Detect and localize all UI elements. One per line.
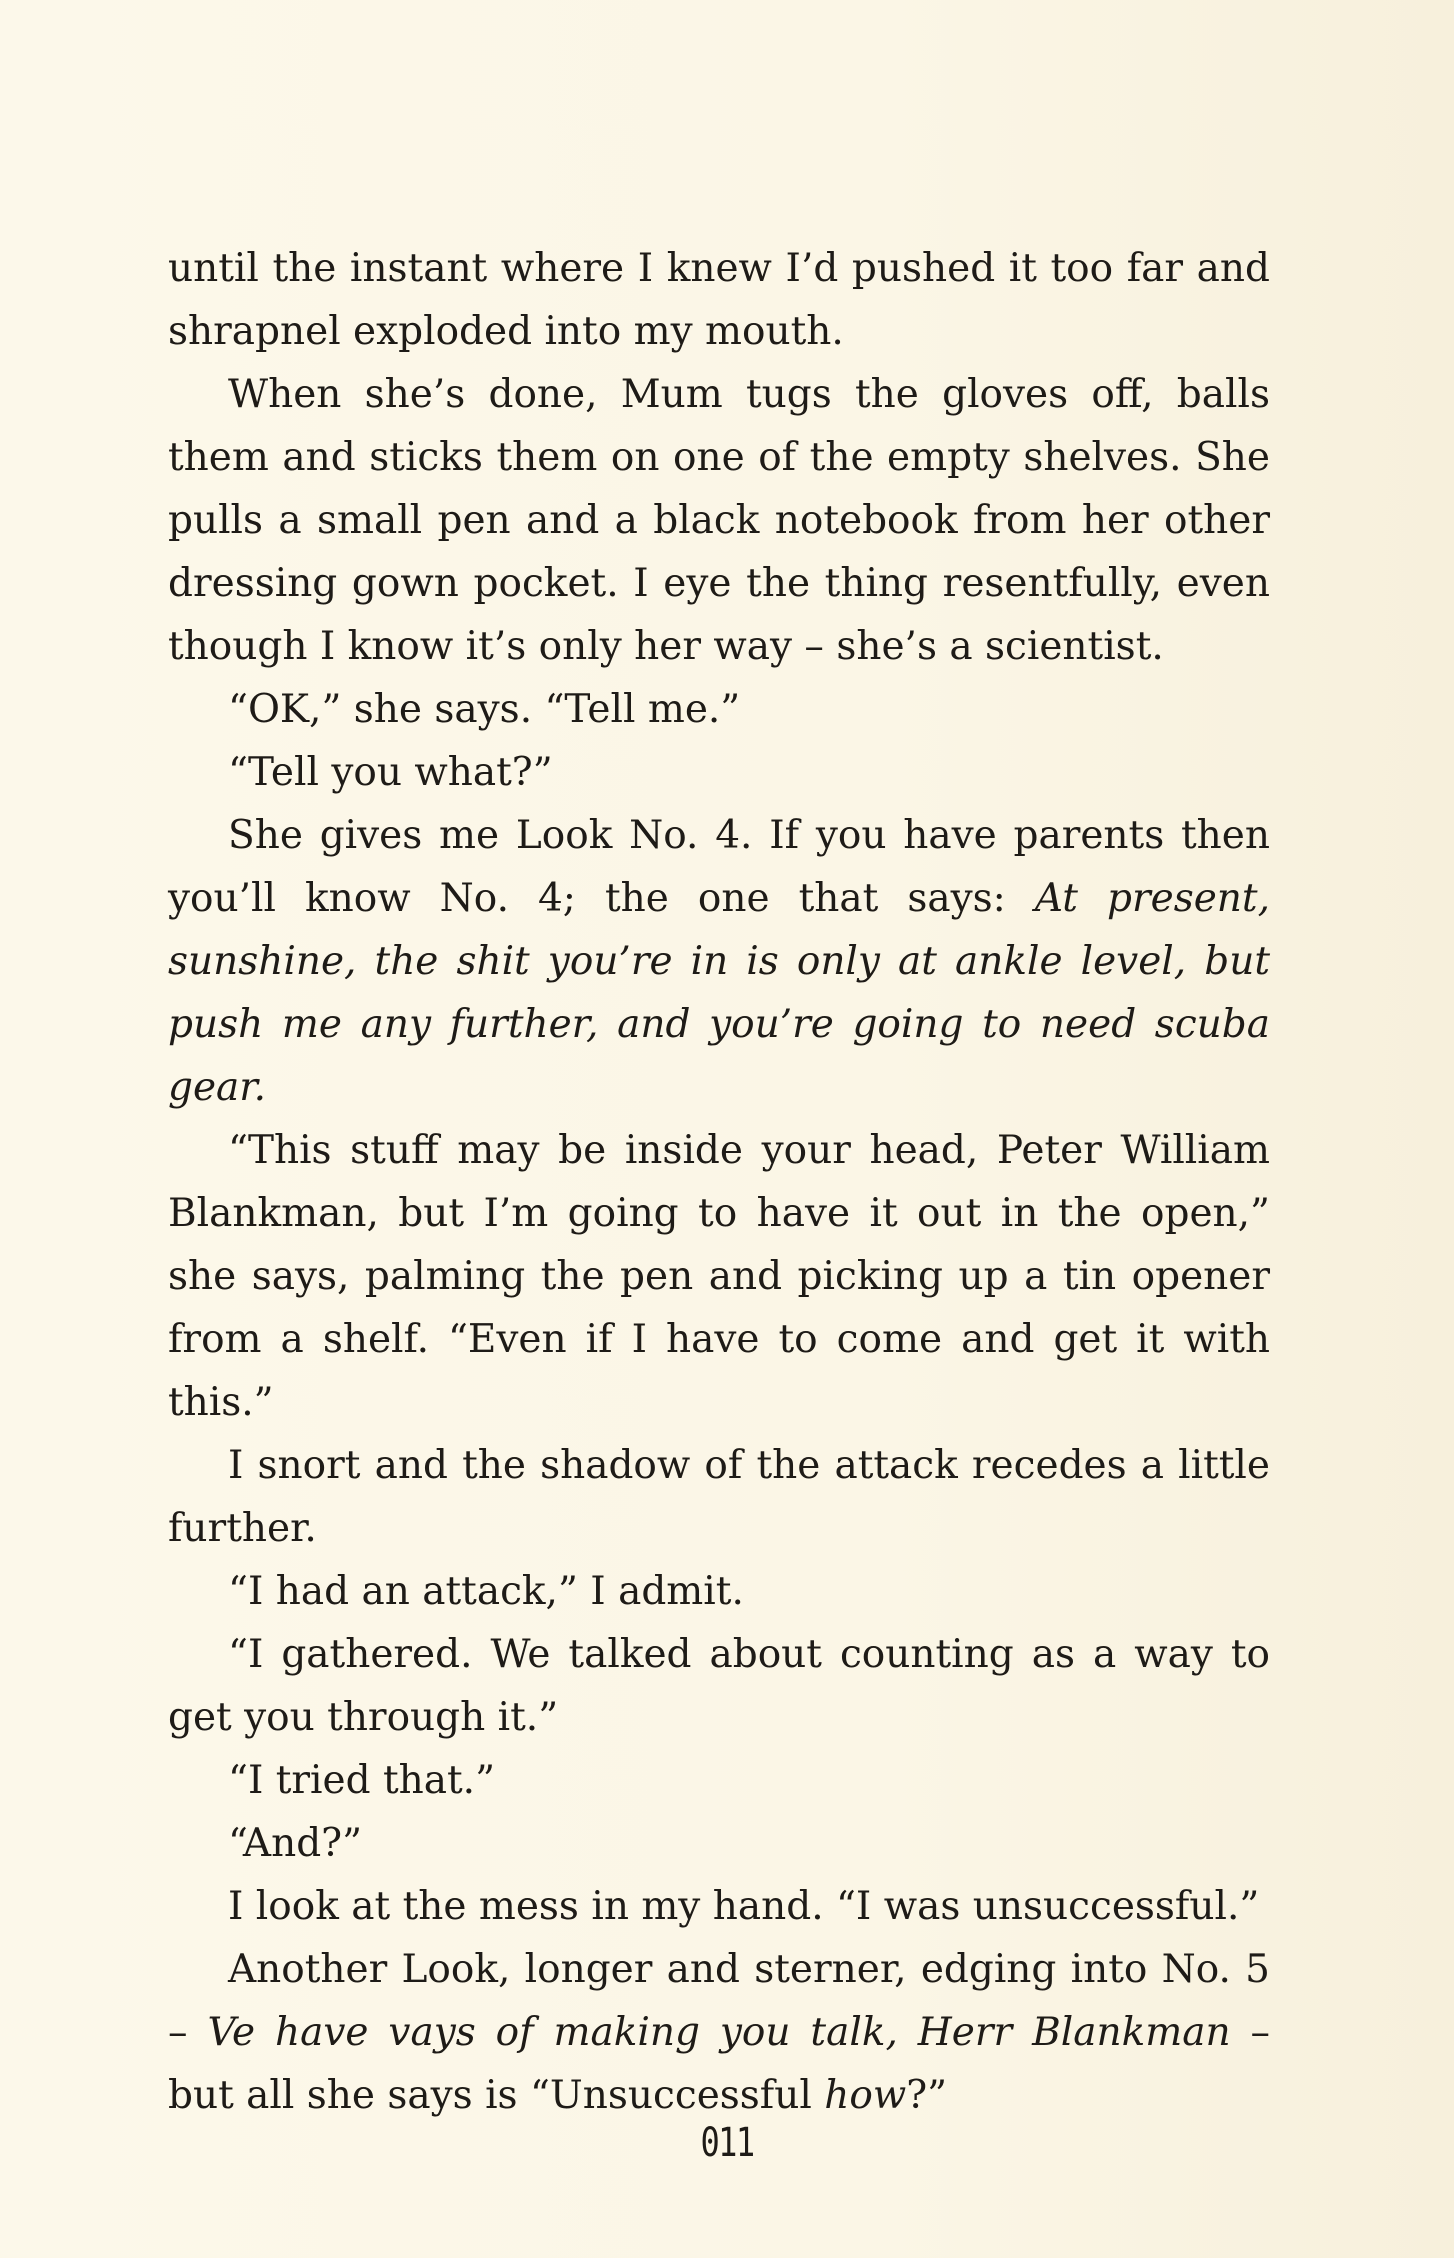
- italic-text: how: [824, 2073, 907, 2118]
- paragraph: [168, 363, 1270, 678]
- text-run: ?”: [906, 2073, 948, 2118]
- paragraph: [168, 1749, 1270, 1812]
- paragraph: [168, 1938, 1270, 2127]
- text-run: Another Look, longer and sterner, edging into No. 5 –: [168, 1947, 1270, 2055]
- text-run: “I gathered. We talked about counting as a way to get you through it.”: [168, 1632, 1270, 1740]
- paragraph: [168, 1119, 1270, 1434]
- text-run: “Tell you what?”: [228, 750, 553, 795]
- text-run: When she’s done, Mum tugs the gloves off, balls them and sticks them on one of the empty shelves. She pulls a small pen and a black notebook from her other dressing gown pocket. I eye the thing resentfully, even though I know it’s only her way – she’s a scientist.: [168, 372, 1270, 669]
- paragraph: [168, 1434, 1270, 1560]
- page-number: 011: [700, 2120, 754, 2166]
- paragraph: [168, 1875, 1270, 1938]
- text-run: “And?”: [228, 1821, 363, 1866]
- paragraph: [168, 678, 1270, 741]
- italic-text: Ve have vays of making you talk, Herr Blankman: [207, 2010, 1231, 2055]
- text-run: She gives me Look No. 4. If you have parents then you’ll know No. 4; the one that says:: [168, 813, 1270, 921]
- text-run: – but all she says is “Unsuccessful: [168, 2010, 1270, 2118]
- paragraph: [168, 1560, 1270, 1623]
- text-run: I look at the mess in my hand. “I was unsuccessful.”: [228, 1884, 1260, 1929]
- paragraph: [168, 1623, 1270, 1749]
- text-run: until the instant where I knew I’d pushed it too far and shrapnel exploded into my mouth.: [168, 246, 1270, 354]
- paragraph: [168, 804, 1270, 1119]
- paragraph: [168, 741, 1270, 804]
- paragraph: [168, 1812, 1270, 1875]
- paragraph: [168, 237, 1270, 363]
- text-run: “I tried that.”: [228, 1758, 496, 1803]
- italic-text: At present, sunshine, the shit you’re in is only at ankle level, but push me any further, and you’re going to need scuba gear.: [168, 876, 1270, 1110]
- text-run: “This stuff may be inside your head, Peter William Blankman, but I’m going to have it out in the open,” she says, palming the pen and picking up a tin opener from a shelf. “Even if I have to come and get it with this.”: [168, 1128, 1270, 1425]
- text-run: “I had an attack,” I admit.: [228, 1569, 744, 1614]
- text-run: I snort and the shadow of the attack recedes a little further.: [168, 1443, 1270, 1551]
- body-text: [168, 237, 1270, 2127]
- text-run: “OK,” she says. “Tell me.”: [228, 687, 741, 732]
